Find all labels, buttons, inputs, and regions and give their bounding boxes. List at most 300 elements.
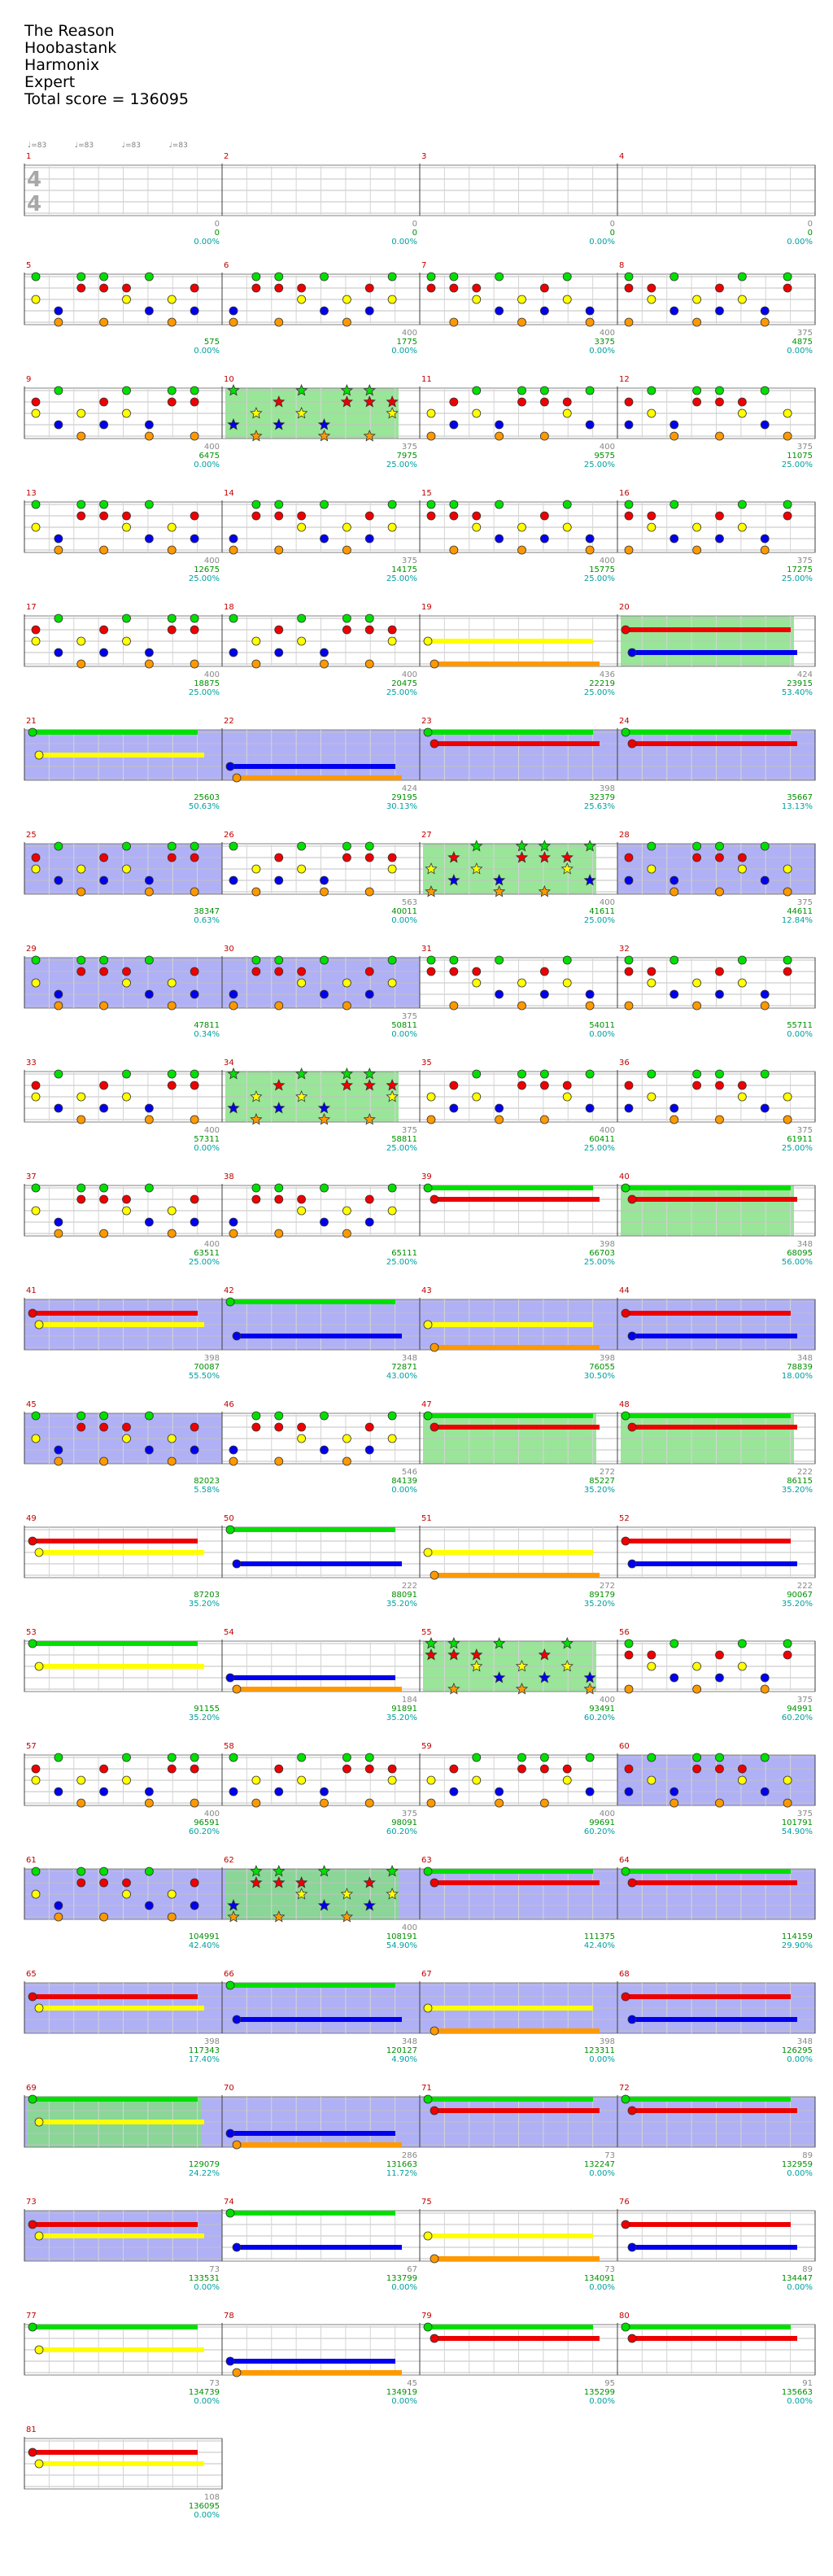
red-note (365, 284, 373, 292)
yellow-note (563, 1093, 571, 1101)
red-sustain (632, 2108, 797, 2113)
measure-number: 37 (26, 1172, 37, 1181)
red-note (628, 1423, 636, 1431)
yellow-note (123, 1776, 131, 1784)
green-note (100, 273, 108, 281)
measure-number: 58 (224, 1742, 234, 1751)
measure-number: 3 (421, 152, 427, 161)
red-note (190, 284, 198, 292)
running-score: 104991 (188, 1932, 220, 1941)
red-note (100, 967, 108, 976)
multiplier-percent: 25.00% (188, 1258, 220, 1267)
measure-points: 424 (796, 670, 813, 679)
running-score: 136095 (188, 2502, 220, 2511)
running-score: 0 (807, 229, 813, 238)
red-note (100, 512, 108, 520)
green-note (518, 1070, 526, 1078)
blue-note (321, 307, 329, 315)
multiplier-percent: 0.00% (589, 2397, 615, 2406)
measure-number: 59 (421, 1742, 432, 1751)
red-note (621, 626, 630, 634)
yellow-note (738, 1662, 746, 1670)
measure-points: 375 (796, 557, 813, 565)
green-note (32, 273, 40, 281)
measure-number: 52 (619, 1514, 630, 1523)
multiplier-percent: 5.58% (194, 1486, 220, 1495)
red-sustain (626, 627, 791, 632)
green-note (32, 1184, 40, 1192)
measure-number: 47 (421, 1400, 432, 1409)
multiplier-percent: 25.00% (781, 574, 813, 583)
yellow-sustain (39, 2233, 204, 2238)
blue-note (321, 1446, 329, 1454)
yellow-note (32, 1776, 40, 1784)
yellow-note (32, 1207, 40, 1215)
orange-note (145, 1799, 153, 1807)
green-note (625, 1639, 633, 1648)
measure-number: 41 (26, 1286, 37, 1295)
blue-note (321, 535, 329, 543)
green-note (298, 842, 306, 850)
green-note (621, 2095, 630, 2103)
orange-note (233, 2141, 241, 2149)
blue-note (625, 1788, 633, 1796)
green-note (123, 386, 131, 395)
red-note (252, 284, 260, 292)
blue-note (716, 990, 724, 998)
yellow-note (168, 1434, 176, 1443)
blue-note (365, 1218, 373, 1226)
measure-number: 38 (224, 1172, 234, 1181)
measure-points: 184 (401, 1696, 417, 1705)
orange-note (693, 1685, 701, 1693)
blue-note (145, 1901, 153, 1910)
red-note (621, 1309, 630, 1317)
measure-number: 29 (26, 945, 37, 954)
measure-number: 61 (26, 1856, 37, 1865)
red-note (100, 1081, 108, 1089)
multiplier-percent: 35.20% (781, 1486, 813, 1495)
measure-points: 0 (807, 220, 813, 229)
multiplier-percent: 25.00% (583, 1144, 615, 1153)
multiplier-percent: 0.00% (787, 1030, 813, 1039)
multiplier-percent: 0.00% (589, 347, 615, 356)
yellow-sustain (428, 2006, 593, 2011)
orange-note (145, 660, 153, 668)
red-note (298, 1423, 306, 1431)
yellow-sustain (428, 639, 593, 644)
red-sustain (626, 1539, 791, 1543)
red-note (190, 1765, 198, 1773)
measure-number: 63 (421, 1856, 432, 1865)
orange-note (761, 1002, 769, 1010)
green-note (670, 273, 678, 281)
measure-points: 375 (796, 898, 813, 907)
running-score: 40011 (391, 907, 417, 916)
blue-note (761, 535, 769, 543)
running-score: 38347 (194, 907, 220, 916)
measure-number: 26 (224, 831, 234, 840)
blue-note (229, 876, 238, 884)
orange-note (190, 888, 198, 896)
red-note (123, 1423, 131, 1431)
orange-note (427, 432, 435, 440)
green-note (563, 273, 571, 281)
measure-points: 375 (401, 557, 417, 565)
red-sustain (632, 1197, 797, 1202)
red-note (450, 967, 458, 976)
running-score: 87203 (194, 1591, 220, 1600)
measure-points: 400 (203, 1810, 220, 1818)
green-note (518, 1753, 526, 1762)
yellow-note (738, 409, 746, 417)
green-note (473, 386, 481, 395)
yellow-sustain (39, 1322, 204, 1327)
multiplier-percent: 0.00% (391, 1030, 417, 1039)
green-note (77, 1184, 85, 1192)
red-note (342, 626, 351, 634)
green-note (783, 500, 792, 509)
blue-note (321, 876, 329, 884)
multiplier-percent: 60.20% (583, 1827, 615, 1836)
green-note (252, 956, 260, 964)
measure-number: 11 (421, 375, 432, 384)
orange-sustain (434, 1345, 600, 1350)
running-score: 84139 (391, 1477, 417, 1486)
blue-note (55, 1901, 63, 1910)
yellow-note (35, 1662, 43, 1670)
green-note (783, 1639, 792, 1648)
green-note (145, 273, 153, 281)
green-note (100, 1184, 108, 1192)
running-score: 47811 (194, 1021, 220, 1030)
running-score: 20475 (391, 679, 417, 688)
yellow-note (35, 1548, 43, 1557)
green-note (275, 956, 283, 964)
green-note (32, 500, 40, 509)
red-note (275, 626, 283, 634)
orange-note (430, 1343, 438, 1351)
running-score: 82023 (194, 1477, 220, 1486)
orange-note (168, 1913, 176, 1921)
running-score: 120127 (386, 2046, 417, 2055)
red-note (275, 1195, 283, 1203)
blue-note (495, 990, 504, 998)
green-note (621, 728, 630, 736)
orange-note (55, 1913, 63, 1921)
yellow-note (35, 751, 43, 759)
blue-note (145, 307, 153, 315)
multiplier-percent: 30.50% (583, 1372, 615, 1381)
green-note (226, 1298, 234, 1306)
red-note (450, 284, 458, 292)
red-note (540, 398, 548, 406)
blue-sustain (237, 1561, 402, 1566)
orange-note (586, 1002, 594, 1010)
blue-note (495, 1788, 504, 1796)
red-sustain (632, 2336, 797, 2341)
running-score: 126295 (781, 2046, 813, 2055)
yellow-note (123, 1890, 131, 1898)
measure-points: 398 (203, 1354, 220, 1363)
running-score: 68095 (787, 1249, 813, 1258)
blue-note (226, 762, 234, 771)
blue-note (233, 2015, 241, 2024)
running-score: 131663 (386, 2160, 417, 2169)
blue-sustain (237, 1334, 402, 1338)
red-note (693, 854, 701, 862)
measure-number: 49 (26, 1514, 37, 1523)
green-note (670, 1639, 678, 1648)
green-note (32, 1867, 40, 1875)
green-sustain (428, 2325, 593, 2329)
red-note (342, 854, 351, 862)
blue-note (229, 1788, 238, 1796)
multiplier-percent: 0.00% (589, 2055, 615, 2064)
green-note (123, 842, 131, 850)
red-note (100, 854, 108, 862)
green-note (388, 1412, 396, 1420)
blue-note (761, 1674, 769, 1682)
green-note (424, 2323, 432, 2331)
blue-note (365, 307, 373, 315)
measure-number: 40 (619, 1172, 630, 1181)
green-note (621, 1184, 630, 1192)
measure-number: 46 (224, 1400, 234, 1409)
orange-note (100, 1229, 108, 1238)
measure-number: 10 (224, 375, 234, 384)
measure-points: 272 (599, 1468, 615, 1477)
blue-sustain (632, 1334, 797, 1338)
yellow-sustain (39, 753, 204, 758)
green-note (625, 500, 633, 509)
red-sustain (33, 2450, 198, 2455)
red-note (77, 1195, 85, 1203)
yellow-note (32, 523, 40, 531)
yellow-note (563, 979, 571, 987)
yellow-note (77, 1093, 85, 1101)
green-note (495, 500, 504, 509)
orange-note (670, 1799, 678, 1807)
blue-note (540, 307, 548, 315)
green-note (168, 842, 176, 850)
running-score: 133531 (188, 2274, 220, 2283)
yellow-note (563, 295, 571, 303)
blue-note (321, 1218, 329, 1226)
orange-note (100, 1002, 108, 1010)
measure-points: 73 (604, 2151, 615, 2160)
blue-note (233, 1332, 241, 1340)
orange-note (190, 660, 198, 668)
orange-note (77, 1116, 85, 1124)
running-score: 89179 (589, 1591, 615, 1600)
measure-number: 7 (421, 261, 427, 270)
red-note (190, 967, 198, 976)
green-note (365, 614, 373, 622)
multiplier-percent: 0.00% (589, 1030, 615, 1039)
multiplier-percent: 0.00% (787, 2397, 813, 2406)
red-note (563, 1765, 571, 1773)
running-score: 61911 (787, 1135, 813, 1144)
running-score: 3375 (594, 338, 615, 347)
green-note (145, 956, 153, 964)
measure-number: 80 (619, 2312, 630, 2321)
red-note (28, 2448, 37, 2456)
blue-sustain (230, 764, 395, 769)
orange-note (321, 888, 329, 896)
red-note (625, 1081, 633, 1089)
green-note (100, 1412, 108, 1420)
green-note (28, 2323, 37, 2331)
running-score: 35667 (787, 793, 813, 802)
blue-note (761, 307, 769, 315)
red-note (168, 854, 176, 862)
tempo-mark: ♩=83 (121, 142, 141, 150)
red-note (540, 284, 548, 292)
orange-note (716, 432, 724, 440)
yellow-note (648, 1662, 656, 1670)
multiplier-percent: 0.00% (391, 2283, 417, 2292)
orange-note (190, 1116, 198, 1124)
green-note (226, 1526, 234, 1534)
red-note (648, 967, 656, 976)
orange-note (783, 432, 792, 440)
red-note (190, 1081, 198, 1089)
measure-number: 16 (619, 489, 630, 498)
orange-sustain (237, 2142, 402, 2147)
green-note (648, 386, 656, 395)
blue-note (100, 1104, 108, 1112)
yellow-note (427, 1776, 435, 1784)
orange-note (783, 1799, 792, 1807)
running-score: 88091 (391, 1591, 417, 1600)
red-note (168, 1081, 176, 1089)
orange-note (518, 546, 526, 554)
song-title: The Reason (24, 22, 115, 40)
measure-points: 108 (203, 2493, 220, 2502)
blue-note (586, 307, 594, 315)
green-note (518, 386, 526, 395)
green-note (123, 614, 131, 622)
orange-note (430, 660, 438, 668)
green-sustain (33, 730, 198, 735)
yellow-note (738, 865, 746, 873)
yellow-note (298, 637, 306, 645)
blue-note (628, 2243, 636, 2251)
time-signature-top: 4 (27, 168, 42, 192)
red-note (168, 398, 176, 406)
yellow-note (77, 1776, 85, 1784)
yellow-note (123, 409, 131, 417)
measure-points: 222 (796, 1582, 813, 1591)
red-note (365, 854, 373, 862)
blue-note (495, 535, 504, 543)
measure-number: 54 (224, 1628, 234, 1637)
running-score: 135663 (781, 2388, 813, 2397)
measure-points: 375 (796, 1810, 813, 1818)
blue-note (229, 1446, 238, 1454)
red-note (648, 1651, 656, 1659)
measure-points: 73 (604, 2265, 615, 2274)
red-note (473, 967, 481, 976)
yellow-note (32, 979, 40, 987)
yellow-note (298, 523, 306, 531)
running-score: 135299 (583, 2388, 615, 2397)
orange-note (168, 1457, 176, 1465)
orange-note (233, 774, 241, 782)
yellow-note (388, 1207, 396, 1215)
measure-number: 51 (421, 1514, 432, 1523)
measure-points: 375 (796, 329, 813, 338)
running-score: 7975 (396, 452, 417, 461)
yellow-note (518, 979, 526, 987)
multiplier-percent: 18.00% (781, 1372, 813, 1381)
red-note (540, 967, 548, 976)
yellow-note (35, 1321, 43, 1329)
red-note (275, 967, 283, 976)
measure-points: 0 (412, 220, 417, 229)
blue-note (670, 876, 678, 884)
running-score: 60411 (589, 1135, 615, 1144)
yellow-note (424, 1321, 432, 1329)
measure-number: 19 (421, 603, 432, 612)
green-note (716, 386, 724, 395)
yellow-sustain (39, 2461, 204, 2466)
yellow-note (35, 2232, 43, 2240)
measure-number: 42 (224, 1286, 234, 1295)
multiplier-percent: 35.20% (386, 1714, 417, 1722)
red-sustain (626, 1994, 791, 1999)
blue-note (100, 648, 108, 657)
yellow-note (783, 1093, 792, 1101)
multiplier-percent: 29.90% (781, 1941, 813, 1950)
yellow-note (123, 1093, 131, 1101)
measure-number: 56 (619, 1628, 630, 1637)
orange-note (100, 1913, 108, 1921)
orange-note (321, 1799, 329, 1807)
measure-number: 62 (224, 1856, 234, 1865)
multiplier-percent: 0.00% (589, 2283, 615, 2292)
running-score: 6475 (198, 452, 220, 461)
multiplier-percent: 56.00% (781, 1258, 813, 1267)
blue-note (670, 535, 678, 543)
running-score: 17275 (787, 565, 813, 574)
yellow-note (783, 865, 792, 873)
yellow-note (123, 1434, 131, 1443)
running-score: 29195 (391, 793, 417, 802)
yellow-note (648, 1093, 656, 1101)
multiplier-percent: 17.40% (188, 2055, 220, 2064)
running-score: 54011 (589, 1021, 615, 1030)
yellow-note (123, 295, 131, 303)
blue-note (586, 990, 594, 998)
multiplier-percent: 0.63% (194, 916, 220, 925)
green-note (145, 1412, 153, 1420)
blue-note (540, 535, 548, 543)
orange-note (342, 1457, 351, 1465)
blue-note (761, 1104, 769, 1112)
measure-number: 22 (224, 717, 234, 726)
green-note (621, 1867, 630, 1875)
blue-note (716, 307, 724, 315)
red-note (648, 284, 656, 292)
green-sustain (428, 1185, 593, 1190)
blue-note (586, 421, 594, 429)
measure-points: 400 (599, 557, 615, 565)
red-note (190, 398, 198, 406)
green-note (32, 1412, 40, 1420)
running-score: 575 (203, 338, 220, 347)
